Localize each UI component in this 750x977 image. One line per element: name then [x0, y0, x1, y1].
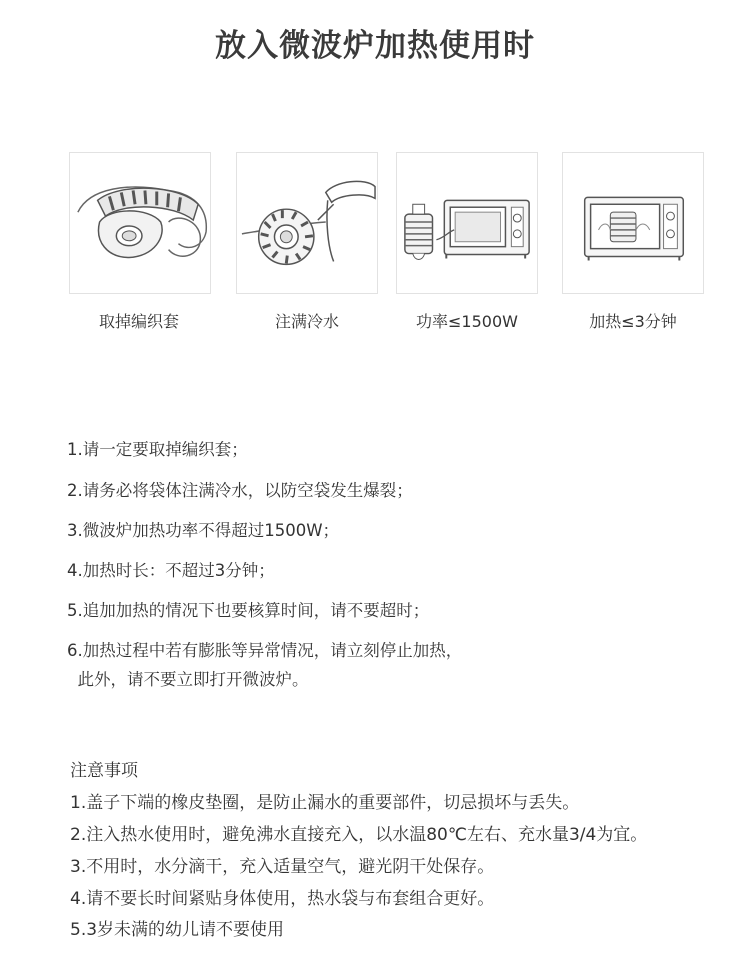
- rule-item: 1.请一定要取掉编织套；: [67, 440, 248, 459]
- fill-cold-water-icon: [236, 152, 378, 294]
- rule-item: 4.加热时长：不超过3分钟；: [67, 561, 275, 580]
- microwave-heating-icon: [562, 152, 704, 294]
- rule-item: 6.加热过程中若有膨胀等异常情况，请立刻停止加热，: [67, 641, 463, 660]
- step-label: 加热≤3分钟: [589, 312, 677, 331]
- note-item: 2.注入热水使用时，避免沸水直接充入，以水温80℃左右、充水量3/4为宜。: [70, 825, 648, 845]
- rule-item: 2.请务必将袋体注满冷水，以防空袋发生爆裂；: [67, 481, 413, 500]
- remove-cover-icon: [69, 152, 211, 294]
- step-label: 取掉编织套: [98, 312, 179, 331]
- microwave-power-icon: [396, 152, 538, 294]
- step-label: 注满冷水: [274, 312, 339, 331]
- rule-item: 5.追加加热的情况下也要核算时间，请不要超时；: [67, 601, 430, 620]
- note-item: 1.盖子下端的橡皮垫圈，是防止漏水的重要部件，切忌损坏与丢失。: [70, 793, 580, 813]
- rule-item-continued: 此外，请不要立即打开微波炉。: [67, 670, 309, 689]
- note-item: 4.请不要长时间紧贴身体使用，热水袋与布套组合更好。: [70, 889, 495, 909]
- rule-item: 3.微波炉加热功率不得超过1500W；: [67, 521, 340, 540]
- note-item: 5.3岁未满的幼儿请不要使用: [70, 920, 285, 940]
- step-label: 功率≤1500W: [416, 312, 518, 331]
- notes-heading: 注意事项: [70, 761, 138, 781]
- page-title: 放入微波炉加热使用时: [215, 28, 535, 64]
- note-item: 3.不用时，水分滴干，充入适量空气，避光阴干处保存。: [70, 857, 495, 877]
